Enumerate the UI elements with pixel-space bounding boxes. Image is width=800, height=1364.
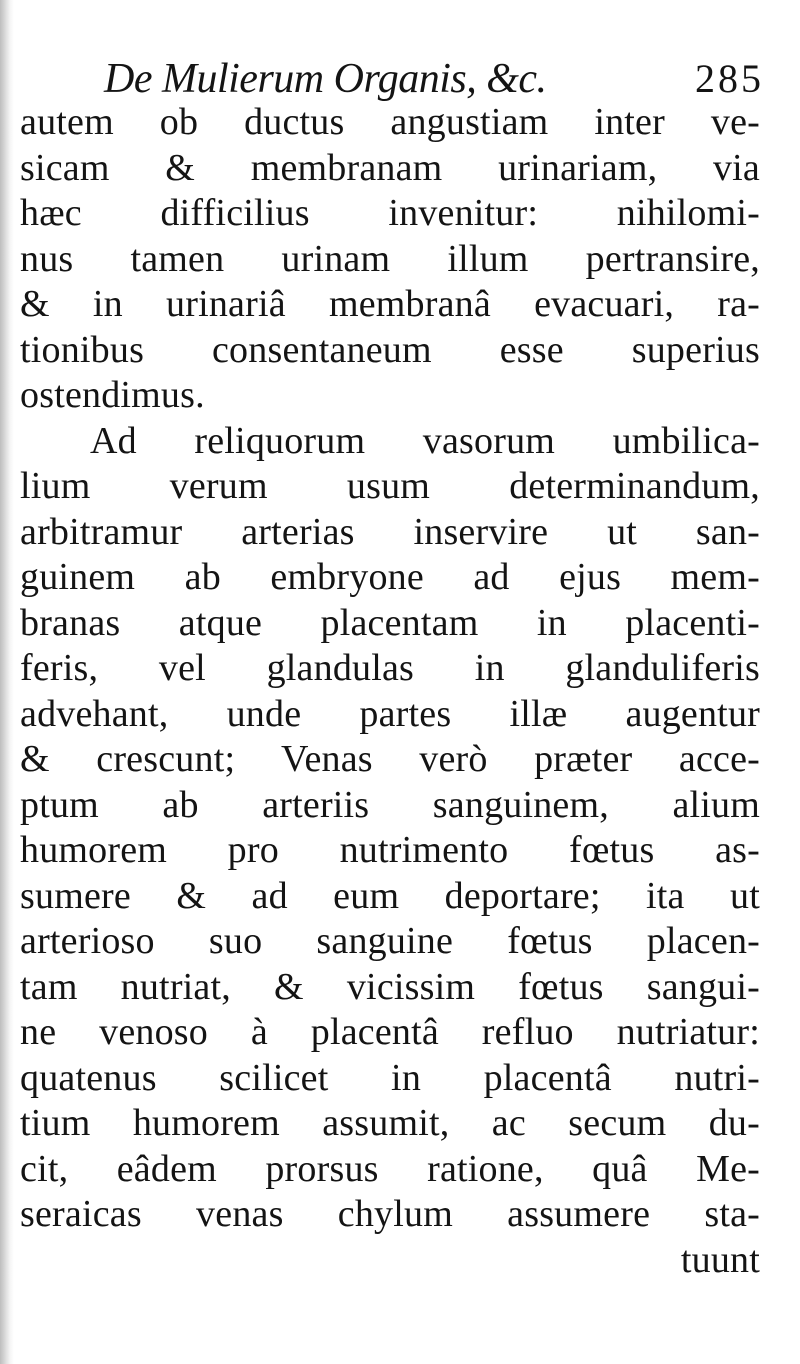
text-line: ostendimus. [20, 374, 205, 416]
text-line: humorem pro nutrimento fœtus as- [20, 829, 760, 871]
catchword: tuunt [680, 1238, 760, 1281]
text-line: tionibus consentaneum esse superius [20, 328, 760, 371]
text-line: Ad reliquorum vasorum umbilica- [90, 419, 760, 462]
paragraph-1 [20, 100, 760, 419]
text-line: arterioso suo sanguine fœtus placen- [20, 920, 760, 962]
page-number: 285 [695, 56, 764, 101]
text-line: & crescunt; Venas verò præter acce- [20, 738, 760, 780]
text-line: autem ob ductus angustiam inter ve- [20, 101, 760, 143]
text-line: sicam & membranam urinariam, via [20, 146, 760, 189]
running-head: De Mulierum Organis, &c. [104, 56, 547, 102]
text-line: lium verum usum determinandum, [20, 465, 760, 507]
text-line: arbitramur arterias inservire ut san- [20, 510, 760, 553]
paragraph-2 [20, 419, 760, 1238]
text-line: advehant, unde partes illæ augentur [20, 692, 760, 735]
text-line: branas atque placentam in placenti- [20, 601, 760, 644]
text-line: cit, eâdem prorsus ratione, quâ Me- [20, 1147, 760, 1190]
text-line: ne venoso à placentâ refluo nutriatur: [20, 1011, 760, 1053]
text-line: sumere & ad eum deportare; ita ut [20, 874, 760, 917]
text-line: seraicas venas chylum assumere sta- [20, 1193, 760, 1235]
text-line: tium humorem assumit, ac secum du- [20, 1102, 760, 1144]
body-text [20, 100, 760, 1283]
text-line: tam nutriat, & vicissim fœtus sangui- [20, 965, 760, 1008]
text-line: hæc difficilius invenitur: nihilomi- [20, 192, 760, 234]
text-line: quatenus scilicet in placentâ nutri- [20, 1056, 760, 1099]
text-line: nus tamen urinam illum pertransire, [20, 237, 760, 280]
text-line: ptum ab arteriis sanguinem, alium [20, 783, 760, 826]
text-line: feris, vel glandulas in glanduliferis [20, 647, 760, 689]
page-header [104, 52, 764, 106]
text-line: guinem ab embryone ad ejus mem- [20, 556, 760, 598]
text-line: & in urinariâ membranâ evacuari, ra- [20, 283, 760, 325]
gutter-shadow [0, 0, 14, 1364]
